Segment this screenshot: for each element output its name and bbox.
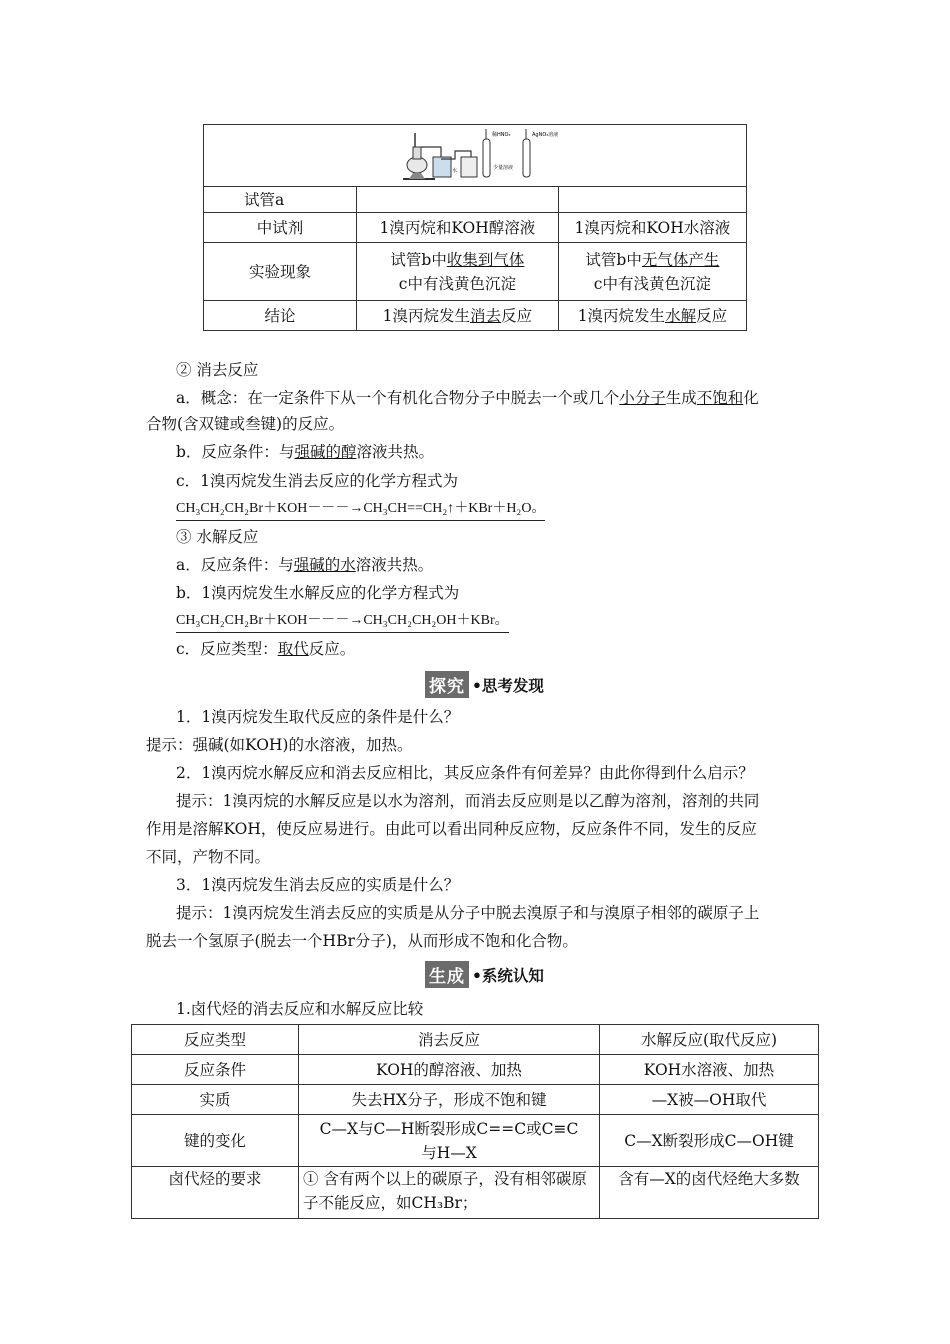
- row-bond-label: 键的变化: [132, 1115, 299, 1167]
- generate-badge: 生成: [425, 961, 469, 988]
- row-essence-elim: 失去HX分子，形成不饱和键: [299, 1085, 600, 1115]
- comparison-table: [131, 1024, 819, 1219]
- phen1-a: 试管b中: [390, 250, 447, 269]
- answer-2-line-1: 提示：1溴丙烷的水解反应是以水为溶剂，而消去反应则是以乙醇为溶剂，溶剂的共同: [176, 792, 760, 810]
- cell-conclusion-2: [558, 301, 746, 331]
- explore-badge: 探究: [425, 671, 469, 698]
- section2-concept: [176, 387, 759, 409]
- hno3-label: 稀HNO₃: [492, 131, 511, 138]
- header-elimination: 消去反应: [299, 1025, 600, 1055]
- explore-header: [425, 671, 544, 698]
- cell-tube-a-1: [356, 187, 558, 213]
- section3-equation-intro: b．1溴丙烷发生水解反应的化学方程式为: [176, 584, 460, 602]
- cell-conclusion-1: [356, 301, 558, 331]
- concept-text-2: 生成: [665, 389, 697, 407]
- concept-underline-1: 小分子: [619, 389, 666, 407]
- conc2-a: 1溴丙烷发生: [577, 306, 666, 325]
- row-require-label: 卤代烃的要求: [132, 1167, 299, 1219]
- concept-underline-2: 不饱和: [696, 389, 744, 407]
- question-2: 2．1溴丙烷水解反应和消去反应相比，其反应条件有何差异？由此你得到什么启示？: [176, 764, 754, 782]
- cond3-text-2: 溶液共热。: [355, 556, 434, 574]
- row-bond-elim: C—X与C—H断裂形成C==C或C≡C与H—X: [299, 1115, 600, 1167]
- question-3: 3．1溴丙烷发生消去反应的实质是什么？: [176, 876, 460, 894]
- elimination-equation: CH₃CH₂CH₂Br＋KOH－－－→CH₃CH==CH₂↑＋KBr＋H₂O。: [176, 498, 545, 521]
- concept-text-1: a．概念：在一定条件下从一个有机化合物分子中脱去一个或几个: [176, 389, 620, 407]
- row-condition-label: 反应条件: [132, 1055, 299, 1085]
- row-label-phenomenon: 实验现象: [204, 243, 357, 301]
- mix-label: 少量溶液: [493, 164, 514, 171]
- cell-reagent-1: 1溴丙烷和KOH醇溶液: [356, 213, 558, 243]
- section2-concept-cont: 合物(含双键或叁键)的反应。: [146, 415, 345, 433]
- row-label-reagent: 中试剂: [204, 213, 357, 243]
- experiment-table: [203, 124, 747, 331]
- cond2-text-2: 溶液共热。: [356, 443, 434, 461]
- concept-text-3: 化: [743, 389, 759, 407]
- conc1-a: 1溴丙烷发生: [382, 306, 471, 325]
- comparison-title: 1.卤代烃的消去反应和水解反应比较: [176, 1000, 424, 1018]
- hydrolysis-equation: CH₃CH₂CH₂Br＋KOH－－－→CH₃CH₂CH₂OH＋KBr。: [176, 610, 509, 633]
- row-condition-elim: KOH的醇溶液、加热: [299, 1055, 600, 1085]
- phen1-b: 收集到气体: [446, 250, 525, 269]
- cond3-text-1: a．反应条件：与: [176, 556, 294, 574]
- row-essence-label: 实质: [132, 1085, 299, 1115]
- phen2-a: 试管b中: [585, 250, 642, 269]
- generate-header: [425, 961, 544, 988]
- row-bond-hydro: C—X断裂形成C—OH键: [600, 1115, 819, 1167]
- question-1: 1．1溴丙烷发生取代反应的条件是什么？: [176, 708, 460, 726]
- cell-tube-a-2: [558, 187, 746, 213]
- phen2-c: c中有浅黄色沉淀: [593, 274, 711, 293]
- conc1-c: 反应: [501, 306, 533, 325]
- section3-condition: [176, 554, 433, 576]
- cell-reagent-2: 1溴丙烷和KOH水溶液: [558, 213, 746, 243]
- phen2-b: 无气体产生: [641, 250, 720, 269]
- agno3-label: AgNO₃溶液: [532, 131, 559, 138]
- apparatus-figure: [395, 127, 559, 185]
- conc2-b: 水解: [665, 306, 697, 325]
- cond2-text-1: b．反应条件：与: [176, 443, 295, 461]
- row-condition-hydro: KOH水溶液、加热: [600, 1055, 819, 1085]
- cond3-underline: 强碱的水: [293, 556, 356, 574]
- water-label: 水: [452, 167, 458, 174]
- phen1-c: c中有浅黄色沉淀: [398, 274, 516, 293]
- apparatus-figure-cell: [204, 125, 747, 187]
- row-label-tube-a: 试管a: [204, 187, 357, 213]
- cell-phenomenon-2: [558, 243, 746, 301]
- explore-subtitle: •思考发现: [472, 675, 544, 695]
- header-hydrolysis: 水解反应(取代反应): [600, 1025, 819, 1055]
- section3-title: ③ 水解反应: [176, 528, 259, 546]
- row-require-elim: ① 含有两个以上的碳原子，没有相邻碳原子不能反应，如CH₃Br；: [299, 1167, 600, 1219]
- section2-equation-intro: c．1溴丙烷发生消去反应的化学方程式为: [176, 472, 459, 490]
- answer-2-line-2: 作用是溶解KOH，使反应易进行。由此可以看出同种反应物，反应条件不同，发生的反应: [146, 820, 757, 838]
- answer-3-line-1: 提示：1溴丙烷发生消去反应的实质是从分子中脱去溴原子和与溴原子相邻的碳原子上: [176, 904, 760, 922]
- type-text-2: 反应。: [308, 640, 356, 658]
- row-label-conclusion: 结论: [204, 301, 357, 331]
- conc2-c: 反应: [696, 306, 728, 325]
- cell-phenomenon-1: [356, 243, 558, 301]
- conc1-b: 消去: [470, 306, 502, 325]
- section2-title: ② 消去反应: [176, 361, 259, 379]
- row-require-hydro: 含有—X的卤代烃绝大多数: [600, 1167, 819, 1219]
- row-essence-hydro: —X被—OH取代: [600, 1085, 819, 1115]
- answer-2-line-3: 不同，产物不同。: [146, 848, 271, 866]
- section3-reaction-type: [176, 638, 355, 660]
- answer-1: 提示：强碱(如KOH)的水溶液，加热。: [146, 736, 413, 754]
- generate-subtitle: •系统认知: [472, 965, 544, 985]
- cond2-underline: 强碱的醇: [294, 443, 357, 461]
- header-type: 反应类型: [132, 1025, 299, 1055]
- type-text-1: c．反应类型：: [176, 640, 278, 658]
- type-underline: 取代: [277, 640, 309, 658]
- section2-condition: [176, 441, 434, 463]
- answer-3-line-2: 脱去一个氢原子(脱去一个HBr分子)，从而形成不饱和化合物。: [146, 932, 578, 950]
